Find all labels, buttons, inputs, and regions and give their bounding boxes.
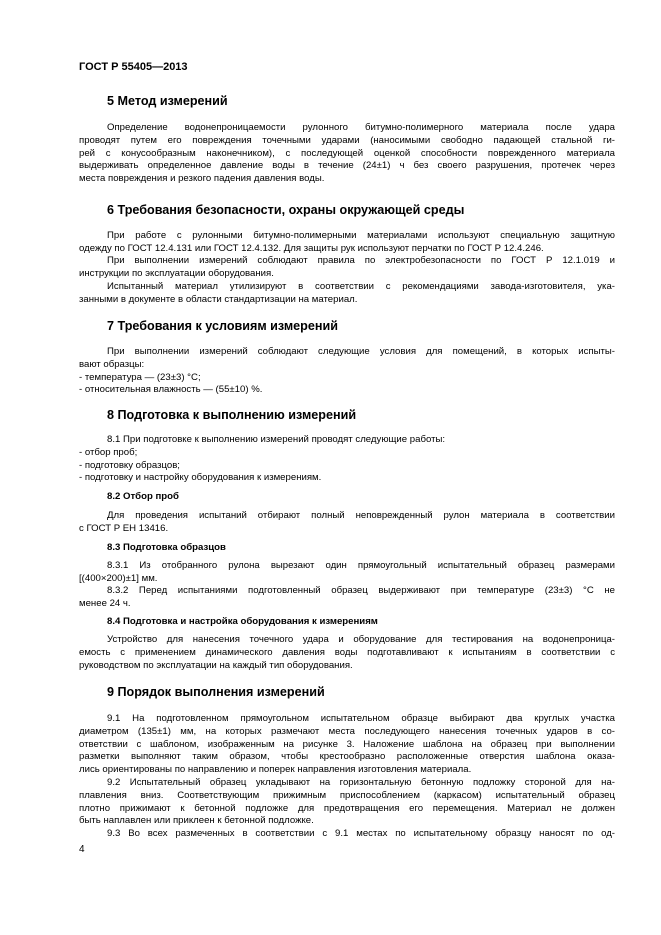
section-5-paragraph (79, 122, 615, 186)
section-9-3-paragraph (79, 828, 615, 841)
text-line: менее 24 ч. (79, 597, 131, 609)
text-line: Для проведения испытаний отбирают полный неповрежденный рулон материала в соответствии (107, 510, 615, 521)
text-line: При выполнении измерений соблюдают правила по электробезопасности по ГОСТ Р 12.1.019 и (107, 255, 615, 266)
section-6-paragraph-2 (79, 255, 615, 281)
text-line: лись ориентированы по направлению и поперек направления изготовления материала. (79, 764, 472, 776)
text-line: 9.2 Испытательный образец укладывают на горизонтальную бетонную подложку стороной для на- (107, 777, 615, 788)
text-line: занными в документе в области стандартизации на материал. (79, 293, 358, 305)
text-line: Определение водонепроницаемости рулонного битумно-полимерного материала после удара (107, 122, 615, 133)
text-line: Устройство для нанесения точечного удара и оборудование для тестирования на водонепроница- (107, 634, 615, 645)
text-line: с ГОСТ Р ЕН 13416. (79, 522, 169, 534)
list-item: - отбор проб; (79, 446, 138, 458)
text-line: одежду по ГОСТ 12.4.131 или ГОСТ 12.4.132. Для защиты рук используют перчатки по ГОСТ Р 12.4.246. (79, 242, 544, 254)
text-line: плавления вниз. Соответствующим прижимным приспособлением (каркасом) испытательный образец (79, 789, 615, 801)
section-9-1-paragraph (79, 713, 615, 777)
text-line: 8.3.2 Перед испытаниями подготовленный образец выдерживают при температуре (23±3) °С не (107, 585, 615, 596)
text-line: проводят путем его повреждения точечными ударами (наносимыми свободно падающей стальной ги- (79, 134, 615, 146)
text-line: места повреждения и резкого падения давления воды. (79, 173, 325, 185)
section-8-3-2-paragraph (79, 585, 615, 611)
text-line: рей с конусообразным наконечником), с последующей оценкой способности поврежденного материала (79, 147, 615, 159)
section-5-title: 5 Метод измерений (107, 94, 228, 108)
text-line: 9.1 На подготовленном прямоугольном испытательном образце выбирают два круглых участка (107, 713, 615, 724)
section-6-paragraph-3 (79, 281, 615, 307)
list-item: - относительная влажность — (55±10) %. (79, 384, 263, 396)
section-8-1-paragraph (79, 434, 615, 485)
section-9-2-paragraph (79, 777, 615, 828)
text-line: руководством по эксплуатации на каждый тип оборудования. (79, 659, 353, 671)
list-item: - подготовку и настройку оборудования к измерениям. (79, 472, 322, 484)
section-8-3-1-paragraph (79, 560, 615, 586)
subsection-8-2-title: 8.2 Отбор проб (107, 491, 179, 502)
text-line: инструкции по эксплуатации оборудования. (79, 267, 274, 279)
text-line: емость с применением динамического давления воды подготавливают к испытаниям в соответствии с (79, 646, 615, 658)
text-line: ответствии с шаблоном, изображенным на рисунке 3. Наложение шаблона на образец при выполнении (79, 738, 615, 750)
section-8-2-paragraph (79, 510, 615, 536)
list-item: - подготовку образцов; (79, 459, 180, 471)
text-line: плотно прижимают к бетонной подложке для предотвращения его перемещения. Материал не должен (79, 802, 615, 814)
list-item: - температура — (23±3) °С; (79, 371, 201, 383)
text-line: диаметром (135±1) мм, на которых размечают места последующего нанесения точечных ударов в со- (79, 725, 615, 737)
document-header: ГОСТ Р 55405—2013 (79, 61, 188, 73)
section-6-paragraph-1 (79, 230, 615, 256)
text-line: [(400×200)±1] мм. (79, 572, 158, 584)
text-line: выдерживать определенное давление воды в течение (24±1) ч без своего разрушения, протечек через (79, 160, 615, 172)
text-line: разметки выполняют таким образом, чтобы крестообразно расположенные отверстия шаблона оказа- (79, 751, 615, 763)
subsection-8-4-title: 8.4 Подготовка и настройка оборудования к измерениям (107, 616, 378, 627)
text-line: При работе с рулонными битумно-полимерными материалами используют специальную защитную (107, 230, 615, 241)
text-line: 8.1 При подготовке к выполнению измерений проводят следующие работы: (107, 434, 446, 445)
section-7-title: 7 Требования к условиям измерений (107, 319, 338, 333)
text-line: 8.3.1 Из отобранного рулона вырезают один прямоугольный испытательный образец размерами (107, 560, 615, 571)
subsection-8-3-title: 8.3 Подготовка образцов (107, 542, 226, 553)
section-8-title: 8 Подготовка к выполнению измерений (107, 408, 357, 422)
section-8-4-paragraph (79, 634, 615, 672)
page-number: 4 (79, 844, 85, 855)
section-6-title: 6 Требования безопасности, охраны окружающей среды (107, 203, 465, 217)
text-line: Испытанный материал утилизируют в соответствии с рекомендациями завода-изготовителя, ука- (107, 281, 615, 292)
section-7-paragraph (79, 346, 615, 397)
text-line: быть наплавлен или приклеен к бетонной подложке. (79, 815, 314, 827)
text-line: 9.3 Во всех размеченных в соответствии с 9.1 местах по испытательному образцу наносят по од- (107, 828, 615, 839)
text-line: При выполнении измерений соблюдают следующие условия для помещений, в которых испыты- (107, 346, 615, 357)
section-9-title: 9 Порядок выполнения измерений (107, 685, 325, 699)
text-line: вают образцы: (79, 358, 145, 370)
